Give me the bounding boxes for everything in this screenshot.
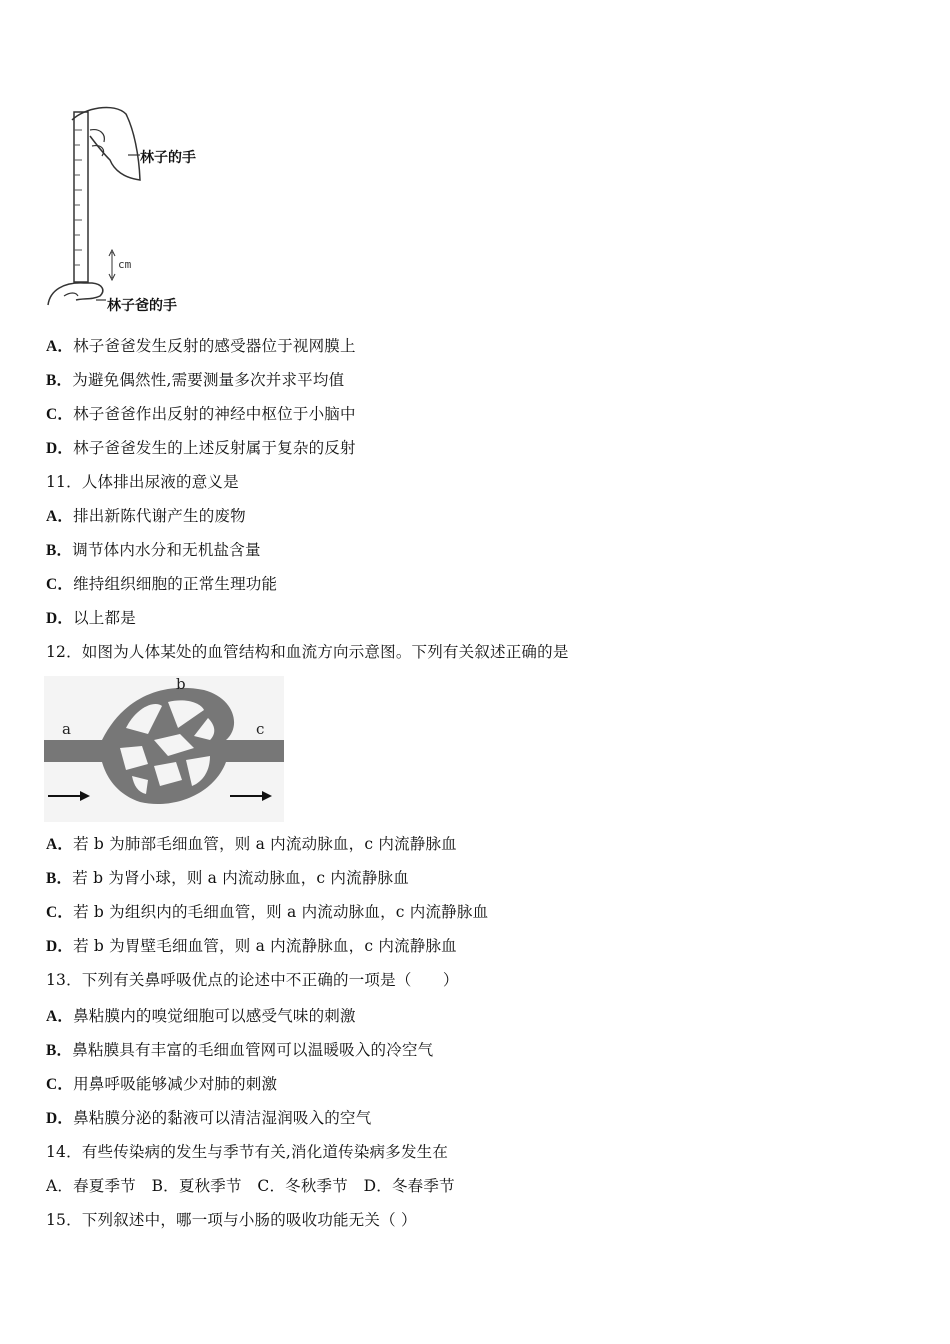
q11-option-d: D．以上都是 [46,609,136,627]
label-top-hand: 林子的手 [140,150,196,166]
q12-stem: 12．如图为人体某处的血管结构和血流方向示意图。下列有关叙述正确的是 [46,643,569,661]
q12-option-b: B．若 b 为肾小球，则 a 内流动脉血，c 内流静脉血 [46,869,409,887]
label-a: a [62,720,71,738]
q13-option-b: B．鼻粘膜具有丰富的毛细血管网可以温暖吸入的冷空气 [46,1041,434,1059]
q11-option-b: B．调节体内水分和无机盐含量 [46,541,261,559]
q12-option-a: A．若 b 为肺部毛细血管，则 a 内流动脉血，c 内流静脉血 [46,835,457,853]
q11-option-c: C．维持组织细胞的正常生理功能 [46,575,278,593]
label-b: b [176,676,186,693]
q10-option-b: B．为避免偶然性,需要测量多次并求平均值 [46,371,345,389]
q12-option-c: C．若 b 为组织内的毛细血管，则 a 内流动脉血，c 内流静脉血 [46,903,489,921]
q14-stem: 14．有些传染病的发生与季节有关,消化道传染病多发生在 [46,1143,449,1161]
q10-option-a: A．林子爸爸发生反射的感受器位于视网膜上 [46,337,356,355]
q15-stem: 15．下列叙述中，哪一项与小肠的吸收功能无关（ ） [46,1211,417,1229]
q14-options: A．春夏季节 B．夏秋季节 C．冬秋季节 D．冬春季节 [46,1177,455,1195]
blood-vessel-figure [44,676,284,822]
q13-stem: 13．下列有关鼻呼吸优点的论述中不正确的一项是（ ） [46,971,459,989]
q11-option-a: A．排出新陈代谢产生的废物 [46,507,246,525]
q12-option-d: D．若 b 为胃壁毛细血管，则 a 内流静脉血，c 内流静脉血 [46,937,457,955]
q13-option-d: D．鼻粘膜分泌的黏液可以清洁湿润吸入的空气 [46,1109,372,1127]
unit-label: cm [118,258,132,271]
q13-option-c: C．用鼻呼吸能够减少对肺的刺激 [46,1075,278,1093]
q11-stem: 11．人体排出尿液的意义是 [46,473,239,491]
ruler-figure [44,100,244,320]
q13-option-a: A．鼻粘膜内的嗅觉细胞可以感受气味的刺激 [46,1007,356,1025]
label-bottom-hand: 林子爸的手 [107,298,177,314]
q10-option-d: D．林子爸爸发生的上述反射属于复杂的反射 [46,439,356,457]
label-c: c [256,720,265,738]
q10-option-c: C．林子爸爸作出反射的神经中枢位于小脑中 [46,405,356,423]
